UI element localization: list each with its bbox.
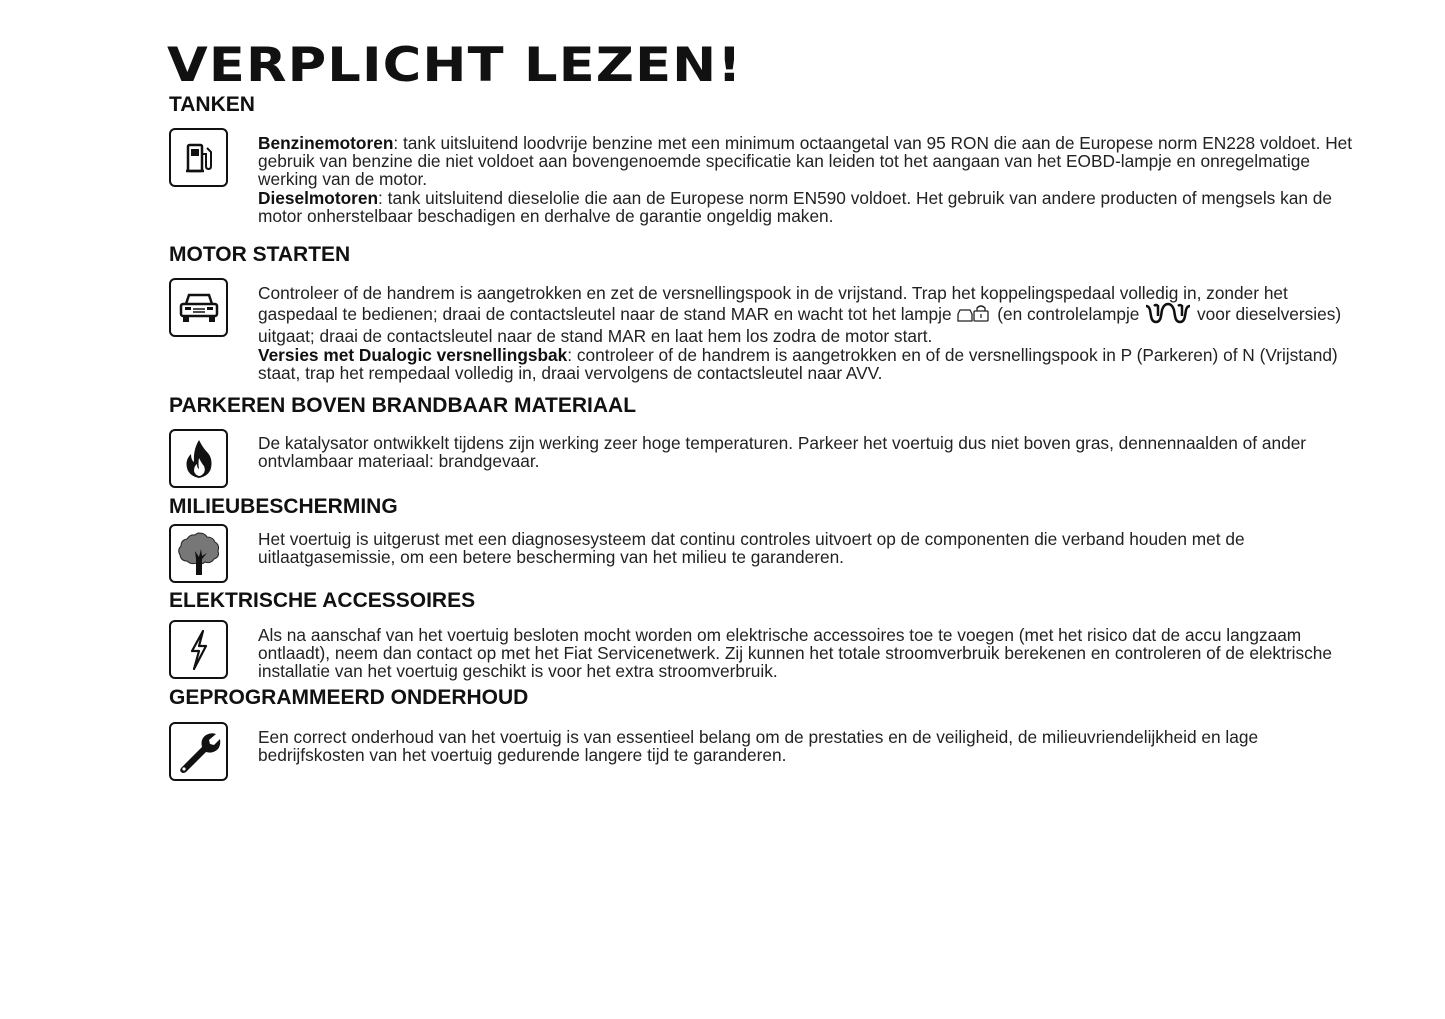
tree-icon [169,524,228,583]
heading-motor-starten: MOTOR STARTEN [169,243,351,266]
paragraph-diesel: Dieselmotoren: tank uitsluitend dieselolie die aan de Europese norm EN590 voldoet. Het gebruik van andere producten of mengsels kan de motor onherstelbaar beschadigen en derhalve de garantie ongeldig maken. [258,187,1333,226]
section-text-tanken [258,134,1363,225]
heading-tanken: TANKEN [169,93,255,116]
fuel-pump-icon [169,128,228,187]
immobilizer-warning-icon [956,304,992,327]
term-dualogic: Versies met Dualogic versnellingsbak [258,344,568,365]
section-text-motor-starten [258,284,1363,382]
glow-plug-icon [1144,302,1192,327]
lightning-icon [169,620,228,679]
heading-parkeren: PARKEREN BOVEN BRANDBAAR MATERIAAL [169,394,637,417]
term-petrol: Benzinemotoren [258,133,394,153]
heading-geprogrammeerd-onderhoud: GEPROGRAMMEERD ONDERHOUD [169,686,529,709]
heading-elektrische-accessoires: ELEKTRISCHE ACCESSOIRES [169,589,476,612]
wrench-icon [169,722,228,781]
section-text-geprogrammeerd-onderhoud: Een correct onderhoud van het voertuig is van essentieel belang om de prestaties en de veiligheid, de milieuvriendelijkheid en lage bedrijfskosten van het voertuig gedurende langere tijd te garanderen. [258,727,1259,766]
paragraph-start-procedure: Controleer of de handrem is aangetrokken en zet de versnellingspook in de vrijstand. Trap het koppelingspedaal volledig in, zonder het gaspedaal te bedienen; draai de contactsleutel naar de stand MAR en wacht tot het lampje (en controlelampje voor dieselversies) uitgaat; draai de contactsleutel naar de stand MAR en laat hem los zodra de motor start. [258,283,1342,347]
heading-milieubescherming: MILIEUBESCHERMING [169,495,398,518]
term-diesel: Dieselmotoren [258,187,379,208]
paragraph-dualogic: Versies met Dualogic versnellingsbak: controleer of de handrem is aangetrokken en of de versnellingspook in P (Parkeren) of N (Vrijstand) staat, trap het rempedaal volledig in, draai vervolgens de contactsleutel naar AVV. [258,344,1338,383]
car-front-icon [169,278,228,337]
section-text-elektrische-accessoires: Als na aanschaf van het voertuig besloten mocht worden om elektrische accessoires toe te voegen (met het risico dat de accu langzaam ontlaadt), neem dan contact op met het Fiat Servicenetwerk. Zij kunnen het totale stroomverbruik berekenen en controleren of de elektrische installatie van het voertuig geschikt is voor het extra stroomverbruik. [258,625,1332,682]
flame-icon [169,429,228,488]
section-text-milieubescherming: Het voertuig is uitgerust met een diagnosesysteem dat continu controles uitvoert op de componenten die verband houden met de uitlaatgasemissie, om een betere bescherming van het milieu te garanderen. [258,529,1245,568]
page-title: VERPLICHT LEZEN! [167,38,743,93]
paragraph-petrol: Benzinemotoren: tank uitsluitend loodvrije benzine met een minimum octaangetal van 95 RON die aan de Europese norm EN228 voldoet. Het gebruik van benzine die niet voldoet aan bovengenoemde specificatie kan leiden tot het aangaan van het EOBD-lampje en onregelmatige werking van de motor. [258,133,1353,190]
section-text-parkeren: De katalysator ontwikkelt tijdens zijn werking zeer hoge temperaturen. Parkeer het voertuig dus niet boven gras, dennennaalden of ander ontvlambaar materiaal: brandgevaar. [258,433,1307,472]
